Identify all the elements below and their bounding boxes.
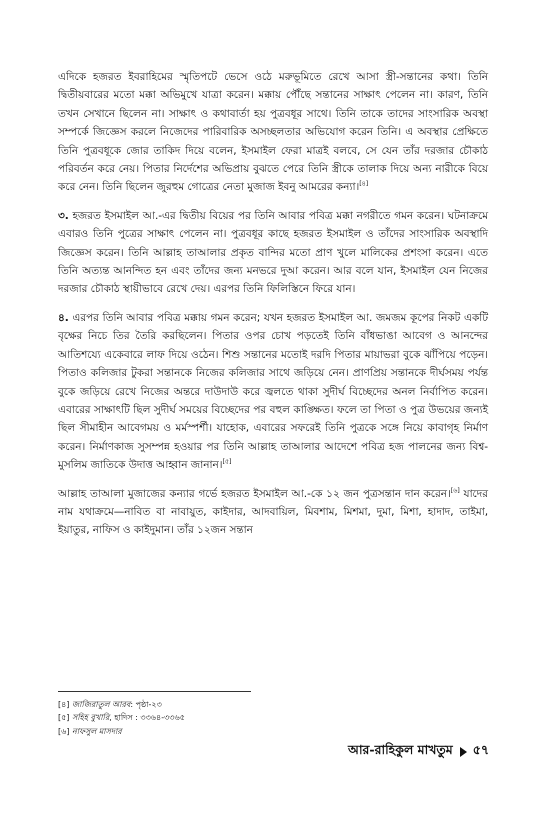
footnote-6 — [58, 725, 358, 738]
book-title: আর-রাহিকুল মাখতুম — [347, 742, 453, 757]
page-number: ৫৭ — [472, 742, 489, 757]
triangle-right-icon — [460, 747, 467, 757]
paragraph-3-number: ৪. — [58, 311, 69, 324]
footnote-source: সহিহ বুখারি — [71, 713, 110, 723]
footnote-mark: [৪] — [58, 700, 70, 709]
footnote-ref-5[interactable]: [৫] — [222, 457, 232, 466]
footnote-ref-4[interactable]: [৪] — [359, 179, 369, 188]
footnote-source: নাফসুল মাসদার — [72, 726, 122, 736]
footnote-ref-6[interactable]: [৬] — [450, 486, 460, 494]
paragraph-1-text: এদিকে হজরত ইবরাহিমের স্মৃতিপটে ভেসে ওঠে মরুভূমিতে রেখে আসা স্ত্রী-সন্তানের কথা। তিনি দ্বিতীয়বারের মতো মক্কা অভিমুখে যাত্রা করেন। মক্কায় পৌঁছে সন্তানের সাক্ষাৎ পেলেন না। কারণ, তিনি তখন সেখানে ছিলেন না। সাক্ষাৎ ও কথাবার্তা হয় পুত্রবধূর সাথে। তিনি তাকে তাদের সাংসারিক অবস্থা সম্পর্কে জিজ্ঞেস করলে নিজেদের পারিবারিক অসচ্ছলতার অভিযোগ করেন তিনি। এ অবস্থার প্রেক্ষিতে তিনি পুত্রবধূকে জোর তাকিদ দিয়ে বলেন, ইসমাইল ফেরা মাত্রই বলবে, সে যেন তাঁর দরজার চৌকাঠ পরিবর্তন করে নেয়। পিতার নির্দেশের অভিপ্রায় বুঝতে পেরে তিনি স্ত্রীকে তালাক দিয়ে অন্য নারীকে বিয়ে করে নেন। তিনি ছিলেন জুরহুম গোত্রের নেতা মুজাজ ইবনু আমরের কন্যা। — [58, 71, 488, 194]
page-footer — [348, 742, 489, 762]
footnote-mark: [৬] — [58, 726, 70, 736]
paragraph-2-number: ৩. — [58, 209, 69, 222]
paragraph-3-text: এরপর তিনি আবার পবিত্র মক্কায় গমন করেন; যখন হজরত ইসমাইল আ. জমজম কূপের নিকট একটি বৃক্ষের নিচে তির তৈরি করছিলেন। পিতার ওপর চোখ পড়তেই তিনি বাঁধভাঙা আবেগ ও আনন্দের আতিশয্যে একেবারে লাফ দিয়ে ওঠেন। শিশু সন্তানের মতোই দরদি পিতার মায়াভরা বুকে ঝাঁপিয়ে পড়েন। পিতাও কলিজার টুকরা সন্তানকে নিজের কলিজার সাথে জড়িয়ে নেন। প্রাণপ্রিয় সন্তানকে দীর্ঘসময় পর্যন্ত বুকে জড়িয়ে রেখে নিজের অন্তরে দাউদাউ করে জ্বলতে থাকা সুদীর্ঘ বিচ্ছেদের অনল নির্বাপিত করেন। এবারের সাক্ষাৎটি ছিল সুদীর্ঘ সময়ের বিচ্ছেদের পর বহুল কাঙ্ক্ষিত। ফলে তা পিতা ও পুত্র উভয়ের জন্যই ছিল সীমাহীন আবেগময় ও মর্মস্পর্শী। যাহোক, এবারের সফরেই তিনি পুত্রকে সঙ্গে নিয়ে কাবাগৃহ নির্মাণ করেন। নির্মাণকাজ সুসম্পন্ন হওয়ার পর তিনি আল্লাহ তাআলার আদেশে পবিত্র হজ পালনের জন্য বিশ্ব-মুসলিম জাতিকে উদাত্ত আহ্বান জানান। — [58, 311, 488, 472]
paragraph-2 — [58, 207, 488, 299]
footnote-detail: , হাদিস : ৩৩৬৪-৩৩৬৫ — [109, 713, 185, 723]
footnote-source: জাজিরাতুল আরব — [71, 700, 131, 709]
footnotes — [58, 698, 358, 738]
paragraph-4-text-before: আল্লাহ তাআলা মুজাজের কন্যার গর্ভে হজরত ইসমাইল আ.-কে ১২ জন পুত্রসন্তান দান করেন। — [58, 487, 451, 500]
footnote-mark: [৫] — [58, 713, 70, 723]
footnote-5 — [58, 711, 358, 724]
footnote-divider — [58, 691, 251, 692]
paragraph-4 — [58, 485, 488, 540]
paragraph-2-text: হজরত ইসমাইল আ.-এর দ্বিতীয় বিয়ের পর তিনি আবার পবিত্র মক্কা নগরীতে গমন করেন। ঘটনাক্রমে এবারও তিনি পুত্রের সাক্ষাৎ পেলেন না। পুত্রবধূর কাছে হজরত ইসমাইল ও তাঁদের সাংসারিক অবস্থাদি জিজ্ঞেস করেন। তিনি আল্লাহ তাআলার প্রকৃত বান্দির মতো প্রাণ খুলে মালিকের প্রশংসা করেন। এতে তিনি অত্যন্ত আনন্দিত হন এবং তাঁদের জন্য মনভরে দুআ করেন। আর বলে যান, ইসমাইল যেন নিজের দরজার চৌকাঠ স্থায়ীভাবে রেখে দেয়। এরপর তিনি ফিলিস্তিনে ফিরে যান। — [58, 209, 488, 296]
page-body — [58, 68, 488, 550]
paragraph-3 — [58, 309, 488, 475]
footnote-detail: : পৃষ্ঠা-২৩ — [130, 700, 162, 709]
footnote-4 — [58, 698, 358, 711]
paragraph-1 — [58, 68, 488, 197]
paragraph-4-text-after: যাদের নাম যথাক্রমে—নাবিত বা নাবায়ুত, কাইদার, আদবায়িল, মিবশাম, মিশমা, দুমা, মিশা, হাদাদ, তাইমা, ইয়াতুর, নাফিস ও কাইদুমান। তাঁর ১২জন সন্তান — [58, 487, 488, 537]
